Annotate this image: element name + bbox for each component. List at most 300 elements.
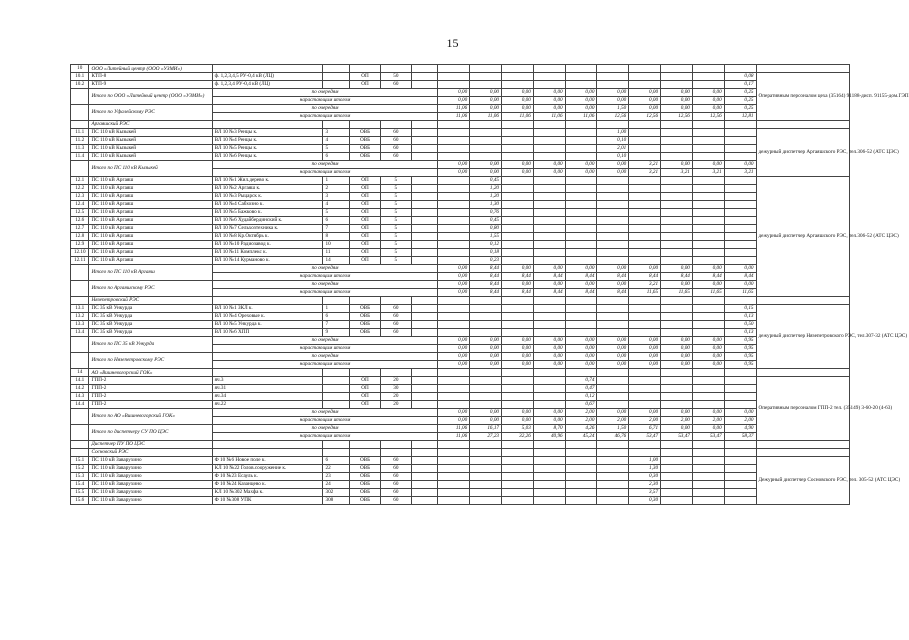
feeder-name: Ф 10 №308 УПК [212, 497, 323, 505]
load-value [502, 393, 534, 401]
load-value [438, 217, 470, 225]
row-number: 14.2 [71, 385, 89, 393]
total-label-queue: по очередям [212, 281, 438, 289]
dispatcher-note: дежурный диспетчер Аргаяшского РЭС, тел.306-52 (АТС ЦЭС) [756, 129, 850, 177]
load-value [502, 305, 534, 313]
time-minutes: 5 [380, 201, 411, 209]
row-number: 11.2 [71, 137, 89, 145]
staff-category: ОП [350, 257, 381, 265]
load-value: 2,30 [629, 481, 661, 489]
feeder-name: ВЛ 10 №6 ХПП [212, 329, 323, 337]
load-value: 0,74 [565, 377, 597, 385]
load-value [565, 129, 597, 137]
load-value [597, 385, 629, 393]
cumulative-value: 58,37 [724, 433, 756, 441]
cumulative-value: 8,44 [533, 273, 565, 281]
time-minutes: 60 [380, 137, 411, 145]
total-label-queue: по очередям [212, 409, 438, 417]
feeder-number: 23 [323, 473, 350, 481]
total-value: 1,50 [597, 425, 629, 433]
time-minutes: 5 [380, 225, 411, 233]
row-number [71, 425, 89, 441]
empty-cell [411, 481, 438, 489]
substation-name: ПС 35 кВ Ункурда [89, 321, 212, 329]
load-value [470, 465, 502, 473]
total-value: 0,00 [533, 89, 565, 97]
cumulative-value: 0,00 [565, 361, 597, 369]
time-minutes: 5 [380, 185, 411, 193]
cumulative-value: 53,47 [629, 433, 661, 441]
cumulative-value: 8,44 [470, 289, 502, 297]
total-value: 3,21 [629, 281, 661, 289]
load-value: 0,80 [470, 225, 502, 233]
load-value [692, 457, 724, 465]
table-row [71, 473, 850, 481]
empty-cell [661, 449, 693, 457]
load-value [661, 473, 693, 481]
load-value [565, 81, 597, 89]
staff-category: ОВБ [350, 481, 381, 489]
row-number: 12.11 [71, 257, 89, 265]
cumulative-value: 8,44 [597, 273, 629, 281]
load-value [661, 465, 693, 473]
section-row [71, 449, 850, 457]
load-value [470, 385, 502, 393]
load-value [438, 145, 470, 153]
total-label-cumulative: нарастающим итогом [212, 417, 438, 425]
feeder-number: 6 [323, 153, 350, 161]
staff-category: ОВБ [350, 129, 381, 137]
feeder-number: 22 [323, 465, 350, 473]
load-value [661, 81, 693, 89]
total-value: 0,00 [724, 265, 756, 273]
load-value [533, 377, 565, 385]
load-value [629, 305, 661, 313]
feeder-name: ф. 1,2,3,4,5 РУ-0,4 кВ (ЛЦ) [212, 73, 323, 81]
staff-category: ОВБ [350, 465, 381, 473]
section-row [71, 441, 850, 449]
total-label-cumulative: нарастающим итогом [212, 361, 438, 369]
load-value [533, 481, 565, 489]
load-value [438, 313, 470, 321]
load-value: 0,50 [724, 321, 756, 329]
staff-category: ОП [350, 185, 381, 193]
substation-name: ГПП-2 [89, 385, 212, 393]
load-value [533, 321, 565, 329]
cumulative-value: 11,06 [502, 113, 534, 121]
note-cell [756, 297, 850, 305]
load-value [470, 481, 502, 489]
total-value: 0,00 [597, 337, 629, 345]
load-value [533, 153, 565, 161]
empty-cell [438, 65, 470, 73]
load-value [438, 305, 470, 313]
empty-cell [597, 369, 629, 377]
load-value [597, 329, 629, 337]
row-number: 15.6 [71, 497, 89, 505]
load-value [629, 193, 661, 201]
row-number: 14 [71, 369, 89, 377]
staff-category: ОП [350, 201, 381, 209]
staff-category: ОВБ [350, 145, 381, 153]
load-value [629, 313, 661, 321]
total-value: 0,00 [565, 281, 597, 289]
load-value [502, 497, 534, 505]
feeder-number: 308 [323, 497, 350, 505]
table-row [71, 489, 850, 497]
load-value [597, 225, 629, 233]
substation-name: ГПП-2 [89, 401, 212, 409]
staff-category: ОП [350, 377, 381, 385]
table-row [71, 201, 850, 209]
load-value [661, 313, 693, 321]
cumulative-value: 11,65 [661, 289, 693, 297]
total-value: 11,06 [438, 105, 470, 113]
load-value [533, 209, 565, 217]
cumulative-value: 0,00 [502, 169, 534, 177]
total-label-cumulative: нарастающим итогом [212, 433, 438, 441]
load-value [724, 217, 756, 225]
total-value: 0,00 [533, 281, 565, 289]
row-number: 12.8 [71, 233, 89, 241]
load-value [502, 225, 534, 233]
total-value: 0,25 [724, 89, 756, 97]
total-value: 0,00 [533, 337, 565, 345]
row-number: 15.5 [71, 489, 89, 497]
empty-cell [533, 369, 565, 377]
load-value [533, 177, 565, 185]
cumulative-value: 0,00 [565, 169, 597, 177]
total-value: 0,00 [724, 281, 756, 289]
total-value: 0,00 [438, 337, 470, 345]
load-value [724, 473, 756, 481]
load-value [533, 465, 565, 473]
feeder-name: ВЛ 10 №3 Ренцы к. [212, 129, 323, 137]
row-number [71, 105, 89, 121]
total-value: 0,00 [565, 353, 597, 361]
section-row [71, 297, 850, 305]
cumulative-value: 2,00 [661, 417, 693, 425]
empty-cell [323, 65, 350, 73]
load-value [502, 217, 534, 225]
total-value: 0,00 [502, 409, 534, 417]
empty-cell [380, 121, 411, 129]
load-value [502, 241, 534, 249]
staff-category: ОВБ [350, 497, 381, 505]
time-minutes: 5 [380, 249, 411, 257]
load-value [565, 145, 597, 153]
total-value: 0,00 [502, 161, 534, 169]
empty-cell [411, 449, 438, 457]
total-value: 0,00 [533, 161, 565, 169]
empty-cell [724, 297, 756, 305]
empty-cell [380, 369, 411, 377]
empty-cell [411, 385, 438, 393]
cumulative-value: 0,00 [438, 289, 470, 297]
load-value [438, 257, 470, 265]
load-value [438, 153, 470, 161]
empty-cell [350, 449, 381, 457]
load-value [661, 129, 693, 137]
dispatcher-note: Оперативным персоналом цеха (35164) 91188-дисп. 91155-дом.ГЭП [756, 73, 850, 121]
total-name: Итого по АО «Вишневогорский ГОК» [89, 409, 212, 425]
staff-category: ОП [350, 225, 381, 233]
load-value [692, 489, 724, 497]
total-value: 0,00 [629, 353, 661, 361]
row-number: 12.1 [71, 177, 89, 185]
total-value: 0,00 [565, 337, 597, 345]
total-value: 0,00 [692, 161, 724, 169]
empty-cell [502, 369, 534, 377]
cumulative-value: 12,56 [597, 113, 629, 121]
feeder-name: ВЛ 10 №1 ЗКЛ к. [212, 305, 323, 313]
total-label-cumulative: нарастающим итогом [212, 273, 438, 281]
total-value: 0,00 [502, 265, 534, 273]
feeder-number: 8 [323, 233, 350, 241]
load-value [724, 481, 756, 489]
total-value: 0,00 [565, 89, 597, 97]
load-value [597, 481, 629, 489]
empty-cell [411, 393, 438, 401]
empty-cell [411, 121, 438, 129]
load-value [565, 489, 597, 497]
cumulative-value: 12,56 [692, 113, 724, 121]
total-value: 0,00 [438, 281, 470, 289]
table-row [71, 481, 850, 489]
feeder-name: ВЛ 10 №5 Ункурда к. [212, 321, 323, 329]
staff-category: ОП [350, 393, 381, 401]
load-value [502, 329, 534, 337]
load-value [597, 497, 629, 505]
total-value: 0,00 [629, 337, 661, 345]
feeder-number: 1 [323, 305, 350, 313]
load-value [533, 81, 565, 89]
load-value [565, 217, 597, 225]
total-name: Итого по ПС 110 кВ Аргаяш [89, 265, 212, 281]
time-minutes: 50 [380, 73, 411, 81]
feeder-number: 9 [323, 329, 350, 337]
table-row [71, 225, 850, 233]
cumulative-value: 2,00 [565, 417, 597, 425]
feeder-number: 11 [323, 249, 350, 257]
load-value [724, 241, 756, 249]
feeder-name: ВЛ 10 №6 Худайбердинский к. [212, 217, 323, 225]
load-value [629, 185, 661, 193]
table-row [71, 177, 850, 185]
row-number: 10 [71, 65, 89, 73]
substation-name: ПС 110 кВ Заварухино [89, 497, 212, 505]
row-number [71, 441, 89, 449]
feeder-name: яч.22 [212, 401, 323, 409]
empty-cell [350, 369, 381, 377]
load-value [661, 321, 693, 329]
load-value [565, 193, 597, 201]
feeder-number: 5 [323, 209, 350, 217]
total-row [71, 161, 850, 169]
total-value: 0,00 [470, 161, 502, 169]
cumulative-value: 0,00 [470, 169, 502, 177]
cumulative-value: 32,26 [502, 433, 534, 441]
substation-name: ПС 110 кВ Кызыкей [89, 145, 212, 153]
load-value [565, 137, 597, 145]
load-value [470, 153, 502, 161]
load-value [565, 73, 597, 81]
load-value [692, 497, 724, 505]
total-value: 0,00 [629, 265, 661, 273]
load-value [502, 385, 534, 393]
feeder-name: ВЛ 10 №7 Сельхозтехника к. [212, 225, 323, 233]
total-value: 0,25 [724, 105, 756, 113]
load-value [533, 137, 565, 145]
empty-cell [502, 441, 534, 449]
empty-cell [350, 121, 381, 129]
row-number [71, 89, 89, 105]
empty-cell [323, 369, 350, 377]
load-value [597, 201, 629, 209]
table-row [71, 329, 850, 337]
load-value [597, 305, 629, 313]
empty-cell [212, 441, 323, 449]
load-value [502, 129, 534, 137]
table-row [71, 73, 850, 81]
load-value [502, 73, 534, 81]
load-value [470, 73, 502, 81]
load-value [502, 153, 534, 161]
load-value [724, 489, 756, 497]
cumulative-value: 3,21 [629, 169, 661, 177]
section-name: Аргаяшский РЭС [89, 121, 212, 129]
substation-name: ПС 110 кВ Заварухино [89, 457, 212, 465]
load-value [438, 321, 470, 329]
total-label-queue: по очередям [212, 337, 438, 345]
total-value: 0,95 [724, 353, 756, 361]
cumulative-value: 0,00 [661, 97, 693, 105]
cumulative-value: 8,44 [470, 273, 502, 281]
empty-cell [692, 449, 724, 457]
empty-cell [411, 65, 438, 73]
load-value [629, 153, 661, 161]
empty-cell [533, 441, 565, 449]
load-value [692, 81, 724, 89]
empty-cell [212, 121, 323, 129]
load-value [629, 257, 661, 265]
row-number: 15.3 [71, 473, 89, 481]
empty-cell [470, 297, 502, 305]
total-value: 0,00 [470, 337, 502, 345]
total-label-cumulative: нарастающим итогом [212, 169, 438, 177]
cumulative-value: 0,00 [438, 97, 470, 105]
empty-cell [411, 369, 438, 377]
empty-cell [565, 121, 597, 129]
cumulative-value: 0,00 [661, 361, 693, 369]
load-value [597, 193, 629, 201]
load-value [724, 145, 756, 153]
total-label-queue: по очередям [212, 425, 438, 433]
total-row [71, 425, 850, 433]
load-value: 0,17 [724, 81, 756, 89]
load-value [565, 241, 597, 249]
row-number: 15.1 [71, 457, 89, 465]
cumulative-value: 53,47 [692, 433, 724, 441]
total-value: 0,00 [502, 89, 534, 97]
total-value: 0,00 [438, 89, 470, 97]
load-value [629, 201, 661, 209]
load-value [438, 241, 470, 249]
load-value [533, 497, 565, 505]
load-value [629, 137, 661, 145]
load-value [533, 489, 565, 497]
load-value [565, 185, 597, 193]
cumulative-value: 11,06 [565, 113, 597, 121]
empty-cell [411, 249, 438, 257]
feeder-name: ВЛ 10 №8 Кр.Октябрь к. [212, 233, 323, 241]
empty-cell [411, 377, 438, 385]
load-value [661, 193, 693, 201]
empty-cell [411, 441, 438, 449]
cumulative-value: 11,65 [724, 289, 756, 297]
load-value [661, 137, 693, 145]
load-value: 0,67 [565, 401, 597, 409]
feeder-number: 3 [323, 129, 350, 137]
total-value: 0,00 [661, 425, 693, 433]
load-value [724, 129, 756, 137]
cumulative-value: 0,00 [533, 361, 565, 369]
total-row [71, 409, 850, 417]
total-label-cumulative: нарастающим итогом [212, 97, 438, 105]
load-value [533, 225, 565, 233]
feeder-name: ВЛ 10 №4 Сабхозно к. [212, 201, 323, 209]
total-value: 0,00 [565, 105, 597, 113]
empty-cell [629, 369, 661, 377]
empty-cell [411, 329, 438, 337]
load-value [470, 129, 502, 137]
load-value [438, 233, 470, 241]
empty-cell [380, 65, 411, 73]
load-value [629, 385, 661, 393]
feeder-number: 302 [323, 489, 350, 497]
total-row [71, 337, 850, 345]
table-row [71, 209, 850, 217]
load-value [533, 305, 565, 313]
table-row [71, 257, 850, 265]
empty-cell [724, 65, 756, 73]
load-value [565, 201, 597, 209]
table-row [71, 129, 850, 137]
disconnection-schedule-table [70, 64, 909, 505]
cumulative-value: 11,06 [438, 433, 470, 441]
table-row [71, 401, 850, 409]
load-value [438, 465, 470, 473]
cumulative-value: 0,00 [438, 169, 470, 177]
total-value: 0,00 [692, 281, 724, 289]
row-number: 14.3 [71, 393, 89, 401]
load-value [692, 233, 724, 241]
substation-name: ГПП-2 [89, 377, 212, 385]
empty-cell [629, 441, 661, 449]
row-number [71, 449, 89, 457]
load-value [597, 233, 629, 241]
load-value [661, 73, 693, 81]
load-value [533, 193, 565, 201]
total-value: 0,00 [629, 105, 661, 113]
load-value: 0,23 [470, 257, 502, 265]
load-value [692, 193, 724, 201]
load-value [533, 257, 565, 265]
load-value: 1,30 [629, 465, 661, 473]
load-value [438, 209, 470, 217]
empty-cell [323, 297, 350, 305]
empty-cell [565, 449, 597, 457]
